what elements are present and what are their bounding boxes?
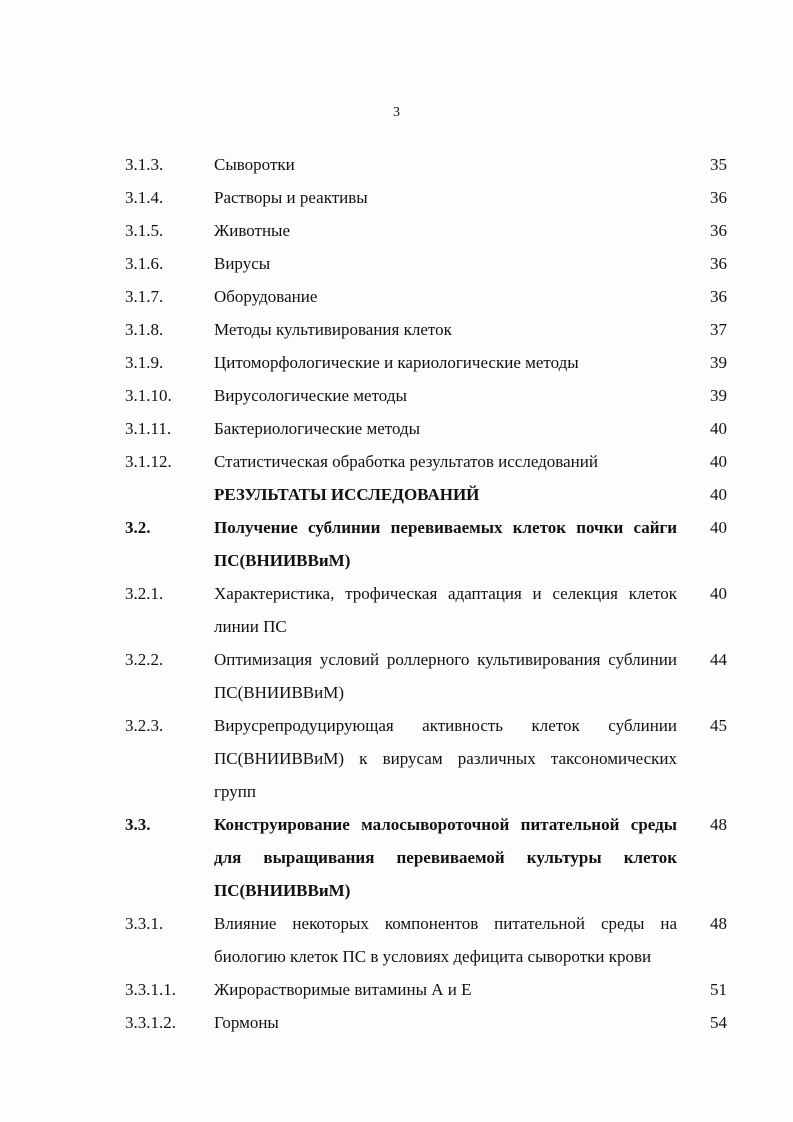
toc-entry-number: 3.1.10. [125, 386, 172, 405]
toc-entry-number: 3.2. [125, 518, 151, 537]
toc-entry-number: 3.2.2. [125, 650, 164, 669]
toc-section-heading [125, 511, 727, 577]
toc-entry-title: Животные [214, 221, 291, 240]
toc-entry-title: Получение сублинии перевиваемых клеток почки сайги ПС(ВНИИВВиМ) [214, 518, 677, 570]
table-of-contents [125, 148, 727, 1039]
toc-entry-number: 3.3.1.2. [125, 1013, 176, 1032]
toc-entry [125, 412, 727, 445]
toc-entry-page: 36 [710, 221, 727, 240]
toc-entry-title: Характеристика, трофическая адаптация и селекция клеток линии ПС [214, 584, 677, 636]
toc-entry-title: Оборудование [214, 287, 318, 306]
toc-entry [125, 709, 727, 808]
toc-entry-page: 37 [710, 320, 727, 339]
toc-entry [125, 247, 727, 280]
toc-entry [125, 181, 727, 214]
toc-entry-number: 3.1.9. [125, 353, 164, 372]
toc-entry-page: 39 [710, 386, 727, 405]
toc-entry [125, 379, 727, 412]
toc-entry-page: 39 [710, 353, 727, 372]
toc-entry [125, 1006, 727, 1039]
toc-section-heading [125, 478, 727, 511]
toc-entry-page: 48 [710, 914, 727, 933]
toc-entry-title: Вирусрепродуцирующая активность клеток сублинии ПС(ВНИИВВиМ) к вирусам различных таксономических групп [214, 716, 677, 801]
toc-entry-number: 3.1.6. [125, 254, 164, 273]
toc-entry-title: Сыворотки [214, 155, 295, 174]
toc-entry-page: 36 [710, 188, 727, 207]
toc-entry [125, 280, 727, 313]
toc-entry-page: 40 [710, 584, 727, 603]
toc-entry [125, 148, 727, 181]
toc-entry-page: 44 [710, 650, 727, 669]
toc-entry-title: Цитоморфологические и кариологические методы [214, 353, 579, 372]
toc-entry-title: Статистическая обработка результатов исследований [214, 452, 598, 471]
toc-entry-number: 3.1.8. [125, 320, 164, 339]
toc-entry-page: 45 [710, 716, 727, 735]
toc-entry [125, 445, 727, 478]
toc-entry-title: Жирорастворимые витамины А и Е [214, 980, 472, 999]
toc-entry-number: 3.1.3. [125, 155, 164, 174]
toc-entry-number: 3.1.11. [125, 419, 172, 438]
toc-entry-page: 35 [710, 155, 727, 174]
toc-entry-page: 36 [710, 287, 727, 306]
toc-entry-title: Оптимизация условий роллерного культивирования сублинии ПС(ВНИИВВиМ) [214, 650, 677, 702]
toc-entry-title: РЕЗУЛЬТАТЫ ИССЛЕДОВАНИЙ [214, 485, 480, 504]
toc-entry-page: 51 [710, 980, 727, 999]
toc-entry [125, 214, 727, 247]
toc-entry [125, 973, 727, 1006]
toc-entry-number: 3.1.12. [125, 452, 172, 471]
toc-entry [125, 346, 727, 379]
toc-entry-page: 36 [710, 254, 727, 273]
toc-entry-title: Гормоны [214, 1013, 279, 1032]
toc-entry-title: Вирусы [214, 254, 271, 273]
toc-entry-number: 3.1.7. [125, 287, 164, 306]
toc-entry-title: Вирусологические методы [214, 386, 407, 405]
toc-entry-page: 40 [710, 452, 727, 471]
toc-entry-page: 40 [710, 518, 727, 537]
toc-entry [125, 643, 727, 709]
toc-entry [125, 313, 727, 346]
toc-entry-title: Бактериологические методы [214, 419, 421, 438]
toc-section-heading [125, 808, 727, 907]
toc-entry-number: 3.3.1. [125, 914, 164, 933]
toc-entry-number: 3.2.3. [125, 716, 164, 735]
toc-entry-page: 40 [710, 419, 727, 438]
toc-entry-title: Растворы и реактивы [214, 188, 368, 207]
toc-entry-title: Конструирование малосывороточной питательной среды для выращивания перевиваемой культуры клеток ПС(ВНИИВВиМ) [214, 815, 677, 900]
toc-entry [125, 907, 727, 973]
toc-entry-number: 3.3. [125, 815, 151, 834]
toc-entry [125, 577, 727, 643]
toc-entry-number: 3.1.5. [125, 221, 164, 240]
toc-entry-title: Методы культивирования клеток [214, 320, 452, 339]
toc-entry-number: 3.3.1.1. [125, 980, 176, 999]
toc-entry-page: 54 [710, 1013, 727, 1032]
toc-entry-number: 3.1.4. [125, 188, 164, 207]
toc-entry-title: Влияние некоторых компонентов питательной среды на биологию клеток ПС в условиях дефицита сыворотки крови [214, 914, 677, 966]
toc-entry-number: 3.2.1. [125, 584, 164, 603]
page-number: 3 [393, 105, 400, 120]
toc-entry-page: 48 [710, 815, 727, 834]
toc-entry-page: 40 [710, 485, 727, 504]
